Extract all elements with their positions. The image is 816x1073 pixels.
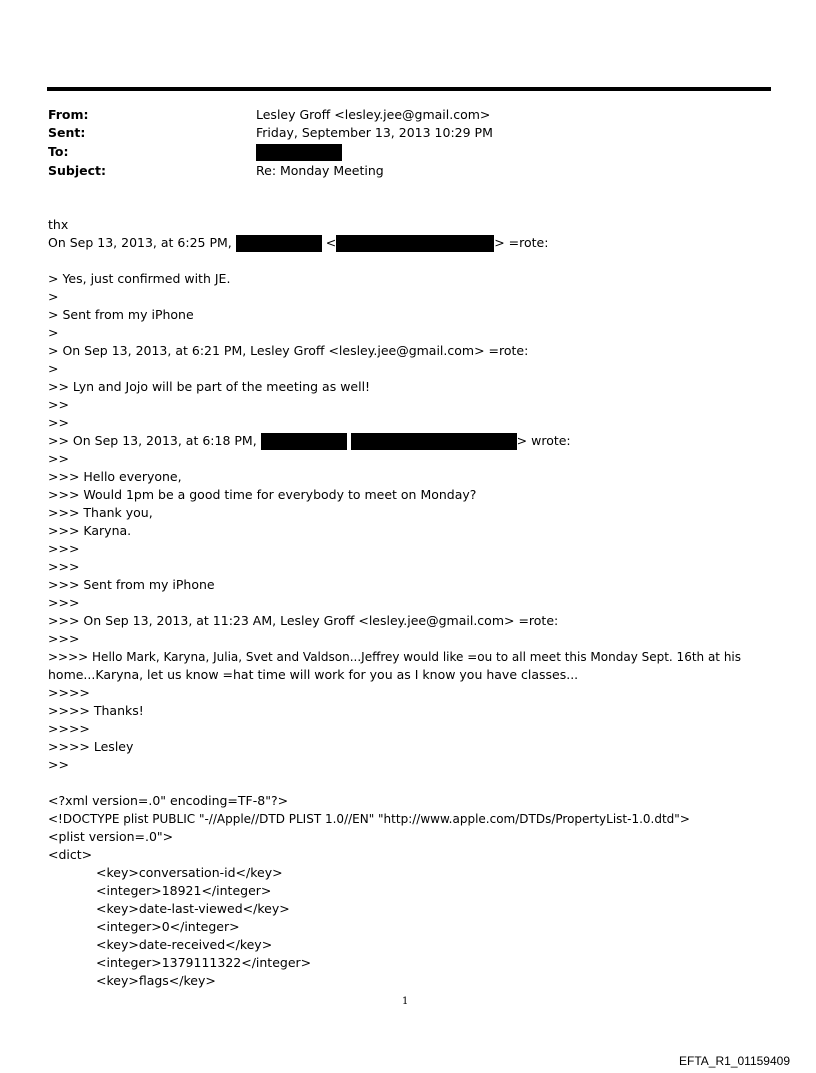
quote-attribution-end: > =rote: — [494, 235, 549, 250]
body-line: > Sent from my iPhone — [48, 307, 194, 322]
body-line: >>> — [48, 541, 80, 556]
xml-line: <plist version=.0"> — [48, 829, 174, 844]
body-line — [48, 234, 548, 252]
body-line: >>> Sent from my iPhone — [48, 577, 215, 592]
xml-line: <key>date-last-viewed</key> — [96, 901, 290, 916]
body-line: >>>> Hello Mark, Karyna, Julia, Svet and Valdson...Jeffrey would like =ou to all meet this Monday Sept. 16th at his — [48, 650, 742, 664]
xml-line: <!DOCTYPE plist PUBLIC "-//Apple//DTD PLIST 1.0//EN" "http://www.apple.com/DTDs/PropertyList-1.0.dtd"> — [48, 812, 690, 826]
bates-number: EFTA_R1_01159409 — [679, 1054, 790, 1068]
body-line: >> — [48, 757, 69, 772]
sent-value: Friday, September 13, 2013 10:29 PM — [256, 125, 493, 140]
xml-line: <key>conversation-id</key> — [96, 865, 283, 880]
quote-attribution: On Sep 13, 2013, at 6:25 PM, — [48, 235, 232, 250]
body-line: >>> — [48, 631, 80, 646]
quote-attribution: >> On Sep 13, 2013, at 6:18 PM, — [48, 433, 257, 448]
xml-line: <key>date-received</key> — [96, 937, 273, 952]
xml-line: <?xml version=.0" encoding=TF-8"?> — [48, 793, 289, 808]
body-line: > — [48, 361, 59, 376]
body-line: >>> Thank you, — [48, 505, 153, 520]
quote-attribution-end: > wrote: — [516, 433, 571, 448]
email-header — [48, 106, 748, 186]
body-line — [48, 432, 571, 450]
xml-line: <integer>1379111322</integer> — [96, 955, 312, 970]
redaction-block — [336, 235, 494, 252]
body-line: >> — [48, 415, 69, 430]
subject-value: Re: Monday Meeting — [256, 163, 384, 178]
xml-line: <key>flags</key> — [96, 973, 216, 988]
body-line: > On Sep 13, 2013, at 6:21 PM, Lesley Groff <lesley.jee@gmail.com> =rote: — [48, 343, 529, 358]
body-line: >>> Karyna. — [48, 523, 132, 538]
body-line: >>> — [48, 595, 80, 610]
body-line: > — [48, 289, 59, 304]
sent-label: Sent: — [48, 125, 86, 140]
body-line: >> — [48, 397, 69, 412]
redaction-block — [351, 433, 517, 450]
email-body — [48, 216, 778, 986]
body-line: home...Karyna, let us know =hat time will work for you as I know you have classes... — [48, 667, 579, 682]
body-line: thx — [48, 217, 69, 232]
xml-line: <integer>0</integer> — [96, 919, 240, 934]
to-value — [256, 143, 342, 161]
body-line: >> Lyn and Jojo will be part of the meeting as well! — [48, 379, 371, 394]
from-label: From: — [48, 107, 89, 122]
body-line: >>> Hello everyone, — [48, 469, 182, 484]
body-line: >>>> Thanks! — [48, 703, 144, 718]
redaction-block — [236, 235, 322, 252]
body-line: >>>> — [48, 721, 90, 736]
redaction-block — [261, 433, 347, 450]
bracket-text: < — [325, 235, 337, 250]
subject-label: Subject: — [48, 163, 106, 178]
body-line: >> — [48, 451, 69, 466]
body-line: >>> — [48, 559, 80, 574]
body-line: >>>> Lesley — [48, 739, 134, 754]
xml-line: <dict> — [48, 847, 93, 862]
body-line: >>> On Sep 13, 2013, at 11:23 AM, Lesley Groff <lesley.jee@gmail.com> =rote: — [48, 613, 559, 628]
body-line: >>> Would 1pm be a good time for everybody to meet on Monday? — [48, 487, 477, 502]
body-line: >>>> — [48, 685, 90, 700]
from-value: Lesley Groff <lesley.jee@gmail.com> — [256, 107, 491, 122]
redaction-block — [256, 144, 342, 161]
page-number: 1 — [402, 996, 409, 1007]
header-rule — [47, 87, 771, 91]
xml-line: <integer>18921</integer> — [96, 883, 272, 898]
body-line: > — [48, 325, 59, 340]
to-label: To: — [48, 144, 69, 159]
body-line: > Yes, just confirmed with JE. — [48, 271, 231, 286]
